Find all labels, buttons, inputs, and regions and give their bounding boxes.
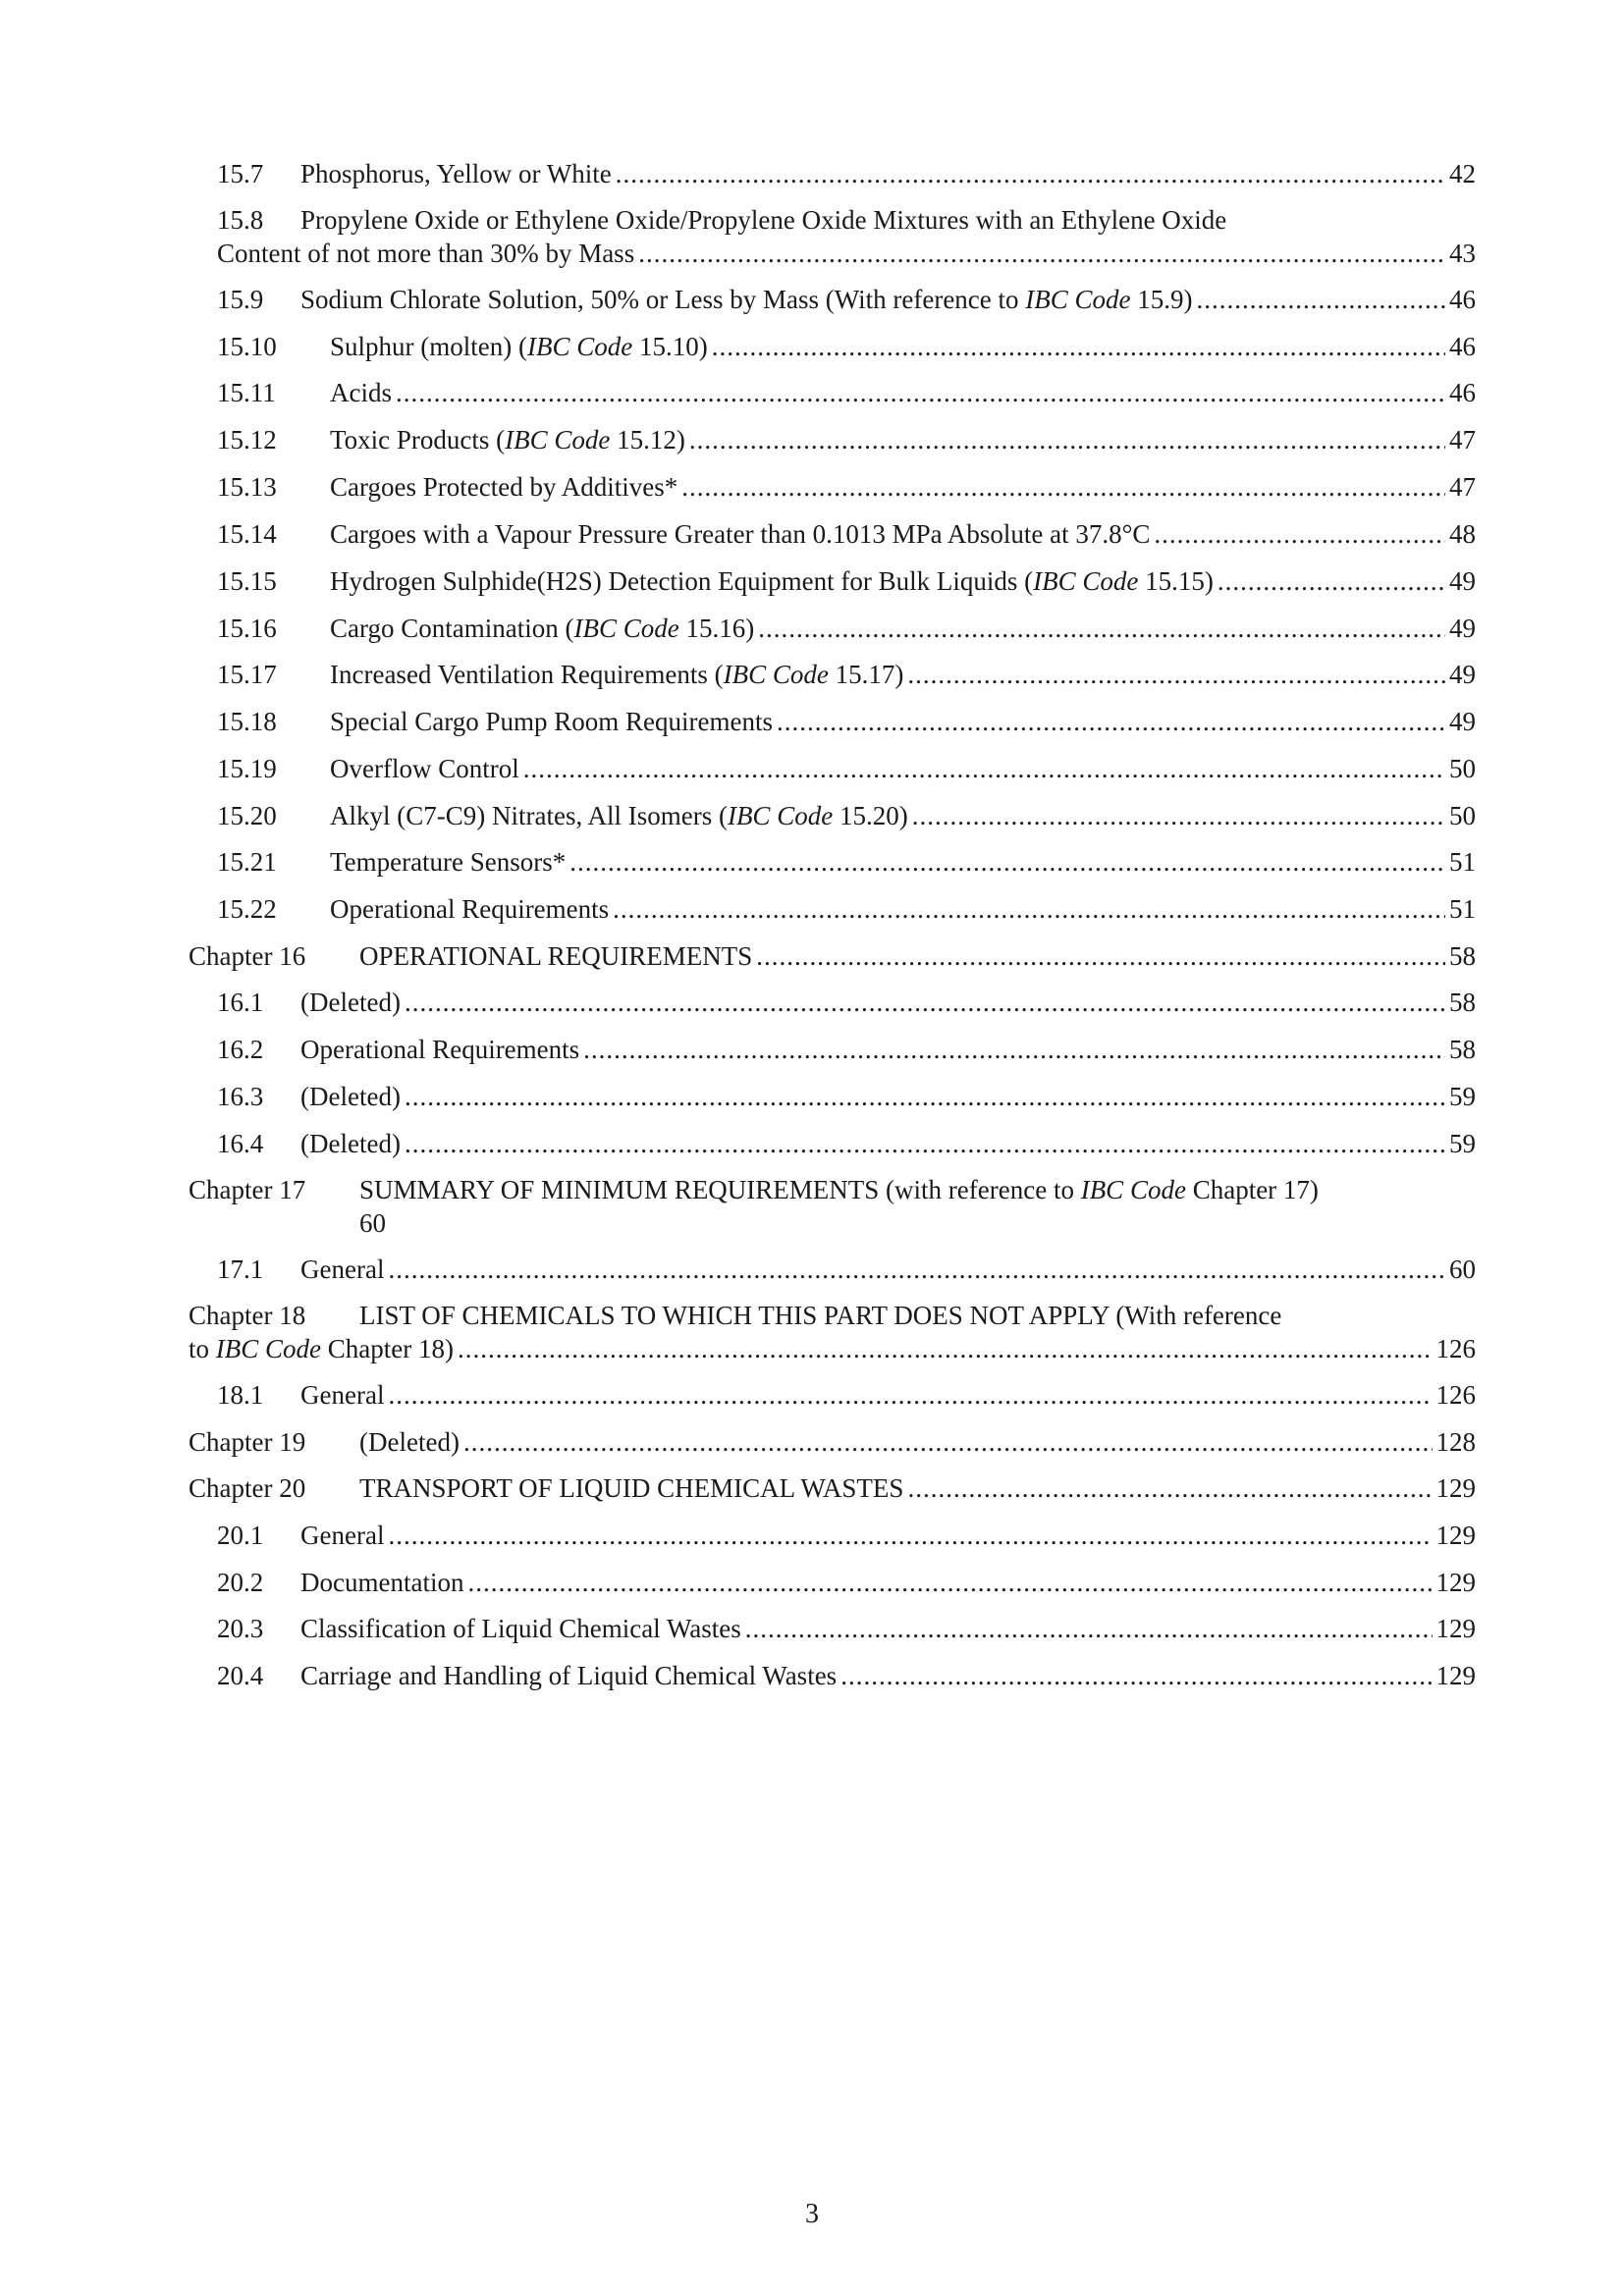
- toc-page-number: 46: [1449, 332, 1476, 361]
- toc-title: Sulphur (molten) (IBC Code 15.10): [330, 332, 708, 361]
- toc-page-number: 60: [1449, 1255, 1476, 1284]
- toc-page-number: 49: [1449, 707, 1476, 736]
- toc-leader-dots: [1197, 283, 1445, 316]
- toc-leader-dots: [388, 1519, 1432, 1552]
- toc-leader-dots: [463, 1425, 1433, 1459]
- toc-page-number: 129: [1435, 1614, 1476, 1643]
- toc-title: General: [300, 1521, 385, 1550]
- toc-number: 16.2: [217, 1035, 264, 1064]
- toc-page-number: 126: [1435, 1380, 1476, 1410]
- toc-title: Operational Requirements: [330, 894, 610, 924]
- toc-number: 15.11: [217, 378, 276, 407]
- toc-leader-dots: [1154, 517, 1445, 551]
- toc-page-number: 46: [1449, 285, 1476, 314]
- toc-page-number: 43: [1449, 239, 1476, 268]
- toc-chapter-number: Chapter 19: [189, 1427, 306, 1457]
- toc-leader-dots: [912, 799, 1445, 832]
- toc-title: SUMMARY OF MINIMUM REQUIREMENTS (with reference to IBC Code Chapter 17): [359, 1175, 1319, 1204]
- toc-number: 15.18: [217, 707, 277, 736]
- toc-leader-dots: [396, 376, 1445, 409]
- toc-page-number: 49: [1449, 566, 1476, 596]
- toc-number: 15.15: [217, 566, 277, 596]
- toc-title: Increased Ventilation Requirements (IBC Code 15.17): [330, 660, 904, 689]
- toc-leader-dots: [907, 658, 1445, 691]
- toc-number: 16.1: [217, 988, 264, 1017]
- toc-number: 15.16: [217, 614, 277, 643]
- toc-page-number: 50: [1449, 801, 1476, 830]
- toc-page-number: 58: [1449, 1035, 1476, 1064]
- toc-page-number: 50: [1449, 754, 1476, 783]
- toc-number: 15.7: [217, 159, 264, 188]
- toc-title: Content of not more than 30% by Mass: [217, 239, 635, 268]
- toc-page-number: 129: [1435, 1521, 1476, 1550]
- toc-title: (Deleted): [300, 1129, 401, 1158]
- toc-title: Sodium Chlorate Solution, 50% or Less by Mass (With reference to IBC Code 15.9): [300, 285, 1193, 314]
- toc-number: 18.1: [217, 1380, 264, 1410]
- toc-page-number: 49: [1449, 614, 1476, 643]
- toc-title: (Deleted): [300, 1082, 401, 1111]
- toc-leader-dots: [756, 939, 1445, 973]
- toc-page-number: 60: [359, 1208, 386, 1238]
- toc-page-number: 47: [1449, 425, 1476, 454]
- toc-title: Documentation: [300, 1568, 464, 1597]
- toc-page-number: 129: [1435, 1661, 1476, 1690]
- toc-title: Cargo Contamination (IBC Code 15.16): [330, 614, 755, 643]
- toc-title: General: [300, 1380, 385, 1410]
- toc-page-number: 42: [1449, 159, 1476, 188]
- toc-number: 15.21: [217, 847, 277, 877]
- toc-leader-dots: [405, 986, 1445, 1019]
- toc-leader-dots: [388, 1253, 1445, 1286]
- toc-number: 15.9: [217, 285, 264, 314]
- toc-leader-dots: [638, 237, 1445, 270]
- toc-chapter-number: Chapter 17: [189, 1175, 306, 1204]
- toc-leader-dots: [777, 705, 1445, 738]
- toc-number: 15.8: [217, 205, 264, 235]
- toc-number: 15.10: [217, 332, 277, 361]
- toc-page-number: 51: [1449, 847, 1476, 877]
- toc-page-number: 58: [1449, 988, 1476, 1017]
- toc-page-number: 46: [1449, 378, 1476, 407]
- toc-leader-dots: [405, 1080, 1445, 1113]
- toc-number: 16.3: [217, 1082, 264, 1111]
- toc-page-number: 129: [1435, 1473, 1476, 1503]
- toc-chapter-number: Chapter 16: [189, 941, 306, 971]
- toc-title: TRANSPORT OF LIQUID CHEMICAL WASTES: [359, 1473, 904, 1503]
- toc-title: OPERATIONAL REQUIREMENTS: [359, 941, 753, 971]
- toc-page-number: 48: [1449, 519, 1476, 549]
- toc-title: Acids: [330, 378, 392, 407]
- toc-title: Toxic Products (IBC Code 15.12): [330, 425, 685, 454]
- toc-page-number: 126: [1435, 1334, 1476, 1363]
- toc-leader-dots: [458, 1332, 1433, 1365]
- toc-page-number: 59: [1449, 1082, 1476, 1111]
- toc-number: 15.20: [217, 801, 277, 830]
- toc-title: General: [300, 1255, 385, 1284]
- toc-number: 15.12: [217, 425, 277, 454]
- toc-title: Classification of Liquid Chemical Wastes: [300, 1614, 741, 1643]
- toc-page-number: 47: [1449, 472, 1476, 502]
- toc-number: 15.17: [217, 660, 277, 689]
- toc-leader-dots: [758, 612, 1445, 645]
- toc-leader-dots: [569, 845, 1445, 879]
- toc-page-number: 58: [1449, 941, 1476, 971]
- toc-title: (Deleted): [359, 1427, 460, 1457]
- toc-leader-dots: [712, 330, 1445, 363]
- toc-number: 16.4: [217, 1129, 264, 1158]
- toc-title: Cargoes with a Vapour Pressure Greater than 0.1013 MPa Absolute at 37.8°C: [330, 519, 1151, 549]
- toc-leader-dots: [1218, 564, 1445, 598]
- toc-number: 17.1: [217, 1255, 264, 1284]
- toc-title: LIST OF CHEMICALS TO WHICH THIS PART DOES NOT APPLY (With reference: [359, 1301, 1282, 1330]
- toc-number: 15.13: [217, 472, 277, 502]
- toc-number: 15.22: [217, 894, 277, 924]
- page-number: 3: [805, 2199, 819, 2229]
- toc-number: 20.3: [217, 1614, 264, 1643]
- toc-leader-dots: [616, 157, 1445, 190]
- toc-page-number: 59: [1449, 1129, 1476, 1158]
- toc-number: 20.1: [217, 1521, 264, 1550]
- toc-title: Special Cargo Pump Room Requirements: [330, 707, 773, 736]
- toc-page-number: 129: [1435, 1568, 1476, 1597]
- toc-leader-dots: [745, 1612, 1433, 1645]
- toc-title: Phosphorus, Yellow or White: [300, 159, 612, 188]
- toc-number: 20.4: [217, 1661, 264, 1690]
- toc-title: Cargoes Protected by Additives*: [330, 472, 678, 502]
- toc-title: to IBC Code Chapter 18): [189, 1334, 454, 1363]
- toc-leader-dots: [388, 1378, 1432, 1412]
- toc-title: Temperature Sensors*: [330, 847, 567, 877]
- toc-leader-dots: [523, 752, 1445, 785]
- toc-title: (Deleted): [300, 988, 401, 1017]
- toc-title: Overflow Control: [330, 754, 519, 783]
- toc-leader-dots: [840, 1659, 1432, 1692]
- toc-number: 20.2: [217, 1568, 264, 1597]
- toc-page-number: 128: [1435, 1427, 1476, 1457]
- toc-page-number: 49: [1449, 660, 1476, 689]
- toc-number: 15.19: [217, 754, 277, 783]
- toc-leader-dots: [467, 1566, 1432, 1599]
- toc-title: Hydrogen Sulphide(H2S) Detection Equipment for Bulk Liquids (IBC Code 15.15): [330, 566, 1214, 596]
- toc-page-number: 51: [1449, 894, 1476, 924]
- toc-title: Propylene Oxide or Ethylene Oxide/Propylene Oxide Mixtures with an Ethylene Oxide: [300, 205, 1227, 235]
- toc-leader-dots: [583, 1033, 1445, 1066]
- toc-leader-dots: [405, 1127, 1445, 1160]
- toc-chapter-number: Chapter 20: [189, 1473, 306, 1503]
- toc-leader-dots: [613, 892, 1445, 926]
- toc-leader-dots: [907, 1471, 1432, 1505]
- toc-number: 15.14: [217, 519, 277, 549]
- toc-leader-dots: [681, 470, 1445, 504]
- toc-title: Carriage and Handling of Liquid Chemical Wastes: [300, 1661, 838, 1690]
- toc-chapter-number: Chapter 18: [189, 1301, 306, 1330]
- toc-title: Alkyl (C7-C9) Nitrates, All Isomers (IBC Code 15.20): [330, 801, 908, 830]
- toc-title: Operational Requirements: [300, 1035, 580, 1064]
- toc-leader-dots: [689, 423, 1445, 456]
